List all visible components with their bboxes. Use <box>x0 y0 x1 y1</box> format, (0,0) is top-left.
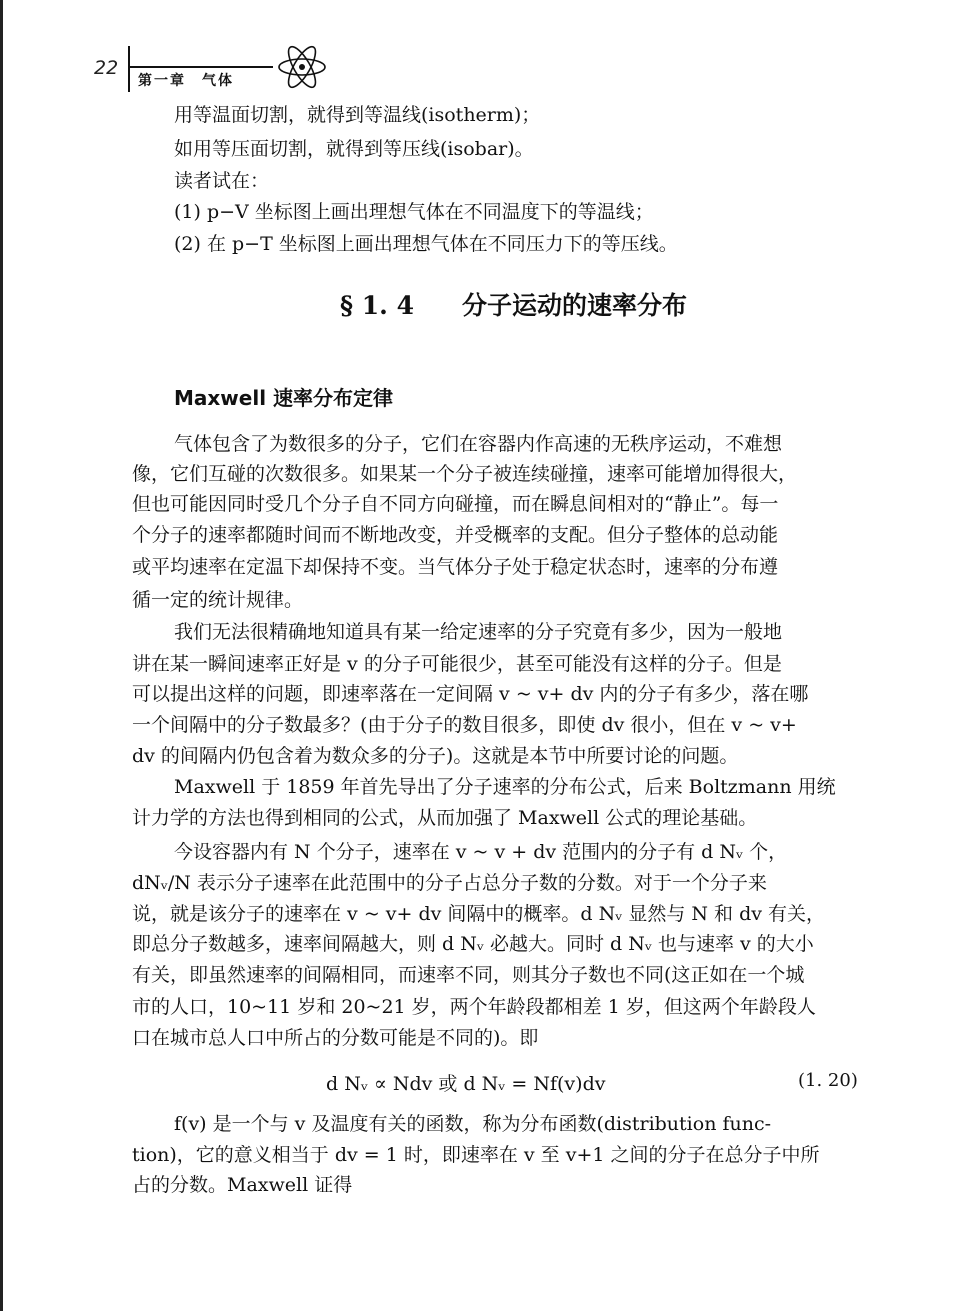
text-line: 说，就是该分子的速率在 v ~ v+ dv 间隔中的概率。d Nᵥ 显然与 N 和 dv 有关， <box>132 903 826 925</box>
text-line: 循一定的统计规律。 <box>132 589 304 611</box>
text-line: 气体包含了为数很多的分子，它们在容器内作高速的无秩序运动，不难想 <box>174 433 783 455</box>
section-title <box>340 286 687 322</box>
text-line: 讲在某一瞬间速率正好是 v 的分子可能很少，甚至可能没有这样的分子。但是 <box>132 653 782 675</box>
text-line: (1) p−V 坐标图上画出理想气体在不同温度下的等温线； <box>174 201 654 223</box>
text-line: 或平均速率在定温下却保持不变。当气体分子处于稳定状态时，速率的分布遵 <box>132 556 779 578</box>
text-line: 计力学的方法也得到相同的公式，从而加强了 Maxwell 公式的理论基础。 <box>132 807 758 829</box>
text-line: 今设容器内有 N 个分子，速率在 v ~ v + dv 范围内的分子有 d Nᵥ 个， <box>174 841 788 863</box>
equation: d Nᵥ ∝ Ndv 或 d Nᵥ = Nf(v)dv <box>326 1073 606 1095</box>
text-line: 像，它们互碰的次数很多。如果某一个分子被连续碰撞，速率可能增加得很大， <box>132 463 798 485</box>
text-line: 即总分子数越多，速率间隔越大，则 d Nᵥ 必越大。同时 d Nᵥ 也与速率 v 的大小 <box>132 933 814 955</box>
text-line: (2) 在 p−T 坐标图上画出理想气体在不同压力下的等压线。 <box>174 233 678 255</box>
text-line: 用等温面切割，就得到等温线(isotherm)； <box>174 104 541 126</box>
section-number: § 1. 4 <box>340 291 414 320</box>
atom-icon <box>276 44 328 90</box>
text-line: 市的人口，10~11 岁和 20~21 岁，两个年龄段都相差 1 岁，但这两个年龄段人 <box>132 996 816 1018</box>
text-line: 口在城市总人口中所占的分数可能是不同的)。即 <box>132 1027 539 1049</box>
text-line: 但也可能因同时受几个分子自不同方向碰撞，而在瞬息间相对的“静止”。每一 <box>132 493 779 515</box>
chapter-label: 第一章 气体 <box>138 73 234 89</box>
text-line: 我们无法很精确地知道具有某一给定速率的分子究竟有多少，因为一般地 <box>174 621 783 643</box>
text-line: 读者试在： <box>174 170 270 192</box>
text-line: 占的分数。Maxwell 证得 <box>132 1174 353 1196</box>
equation-number: (1. 20) <box>798 1070 858 1091</box>
text-line: 如用等压面切割，就得到等压线(isobar)。 <box>174 138 534 160</box>
header-horizontal-rule <box>128 66 273 68</box>
text-line: 有关，即虽然速率的间隔相同，而速率不同，则其分子数也不同(这正如在一个城 <box>132 964 805 986</box>
subheading: Maxwell 速率分布定律 <box>174 386 394 410</box>
page-number: 22 <box>94 57 119 79</box>
page-edge-line <box>0 0 3 1311</box>
header-vertical-rule <box>128 46 130 92</box>
text-line: Maxwell 于 1859 年首先导出了分子速率的分布公式，后来 Boltzmann 用统 <box>174 776 836 798</box>
section-title-text: 分子运动的速率分布 <box>461 291 687 320</box>
text-line: tion)，它的意义相当于 dv = 1 时，即速率在 v 至 v+1 之间的分子在总分子中所 <box>132 1144 820 1166</box>
text-line: dv 的间隔内仍包含着为数众多的分子)。这就是本节中所要讨论的问题。 <box>132 745 739 767</box>
text-line: f(v) 是一个与 v 及温度有关的函数，称为分布函数(distribution func- <box>174 1113 772 1135</box>
text-line: dNᵥ/N 表示分子速率在此范围中的分子占总分子数的分数。对于一个分子来 <box>132 872 767 894</box>
text-line: 一个间隔中的分子数最多？(由于分子的数目很多，即使 dv 很小，但在 v ~ v+ <box>132 714 797 736</box>
text-line: 个分子的速率都随时间而不断地改变，并受概率的支配。但分子整体的总动能 <box>132 524 779 546</box>
text-line: 可以提出这样的问题，即速率落在一定间隔 v ~ v+ dv 内的分子有多少，落在哪 <box>132 683 809 705</box>
